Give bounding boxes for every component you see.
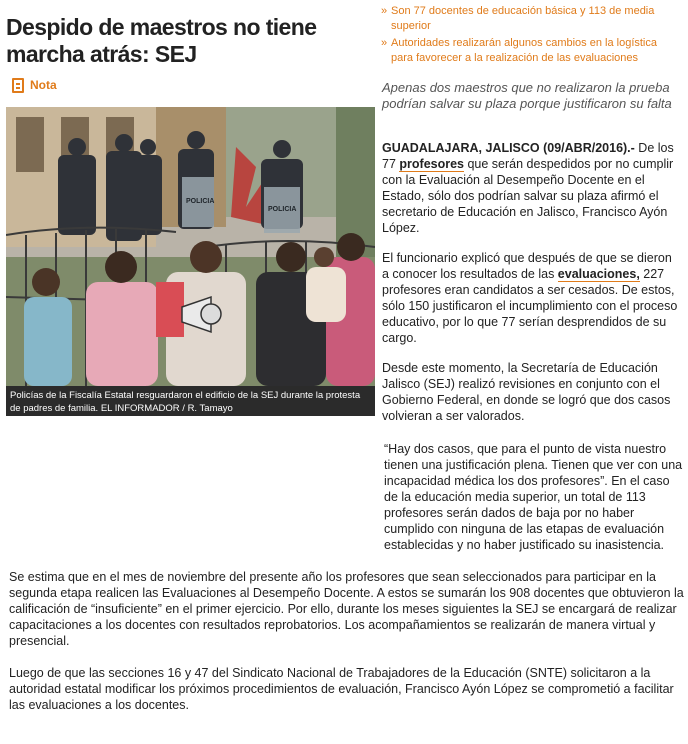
dateline: GUADALAJARA, JALISCO (09/ABR/2016).- xyxy=(382,141,635,155)
shield-label: POLICIA xyxy=(186,198,215,205)
paragraph xyxy=(382,250,682,346)
article-body-top xyxy=(382,140,682,438)
related-link[interactable]: » Autoridades realizarán algunos cambios en la logística para favorecer a la realización de las evaluaciones xyxy=(381,36,681,66)
quote-paragraph: “Hay dos casos, que para el punto de vista nuestro tienen una justificación plena. Tienen que ver con una incapacidad médica los dos profesores”. En el caso de la educación media superior, un total de 113 profesores serán dados de baja por no haber cumplido con ninguna de las etapas de evaluación establecidas y no haber justificado su inasistencia. xyxy=(384,442,683,552)
paragraph-text: 227 profesores eran candidatos a ser cesados. De estos, sólo 150 justificaron el incumplimiento con el proceso educativo, por lo que 77 serían desprendidos de su cargo. xyxy=(382,267,678,345)
keyword-link[interactable]: evaluaciones, xyxy=(557,267,640,281)
section-label-text: Nota xyxy=(30,78,57,92)
article-summary: Apenas dos maestros que no realizaron la prueba podrían salvar su plaza porque justificaron su falta xyxy=(382,80,672,111)
paragraph-text: que serán despedidos por no cumplir con la Evaluación al Desempeño Docente en el Estado, sólo dos podrían salvar su plaza afirmó el secretario de Educación en Jalisco, Francisco Ayón López. xyxy=(382,157,674,235)
paragraph: Se estima que en el mes de noviembre del presente año los profesores que sean seleccionados para participar en la segunda etapa realicen las Evaluaciones al Desempeño Docente. A estos se sumarán los 908 docentes que obtuvieron la calificación de “insuficiente” en el primer ejercicio. Por ello, durante los meses siguientes la SEJ se encargará de realizar capacitaciones a los docentes con resultados reprobatorios. Los acompañamientos se realizarán de manera virtual y presencial. xyxy=(9,570,684,648)
photo-scene xyxy=(6,107,375,386)
article-photo xyxy=(6,107,375,416)
paragraph-text: El funcionario explicó que después de que se dieron a conocer los resultados de las xyxy=(382,251,672,281)
shield-label: POLICIA xyxy=(268,206,297,213)
related-links xyxy=(381,4,681,68)
article-headline: Despido de maestros no tiene marcha atrás: SEJ xyxy=(6,14,317,67)
note-icon xyxy=(12,78,24,93)
section-label[interactable] xyxy=(12,76,57,94)
photo-caption: Policías de la Fiscalía Estatal resguardaron el edificio de la SEJ durante la protesta de padres de familia. EL INFORMADOR / R. Tamayo xyxy=(6,386,375,416)
article-body-bottom xyxy=(9,569,685,729)
keyword-link[interactable]: profesores xyxy=(399,157,464,171)
paragraph xyxy=(382,140,682,236)
paragraph: Desde este momento, la Secretaría de Educación Jalisco (SEJ) realizó revisiones en conjunto con el Gobierno Federal, en donde se logró que dos casos volvieran a ser valorados. xyxy=(382,361,671,423)
paragraph-text: De los 77 xyxy=(382,141,674,171)
paragraph: Luego de que las secciones 16 y 47 del Sindicato Nacional de Trabajadores de la Educación (SNTE) solicitaron a la autoridad estatal modificar los próximos procedimientos de evaluación, Francisco Ayón López se comprometió a facilitar las evaluaciones a los docentes. xyxy=(9,666,674,712)
related-link[interactable]: » Son 77 docentes de educación básica y 113 de media superior xyxy=(381,4,681,34)
